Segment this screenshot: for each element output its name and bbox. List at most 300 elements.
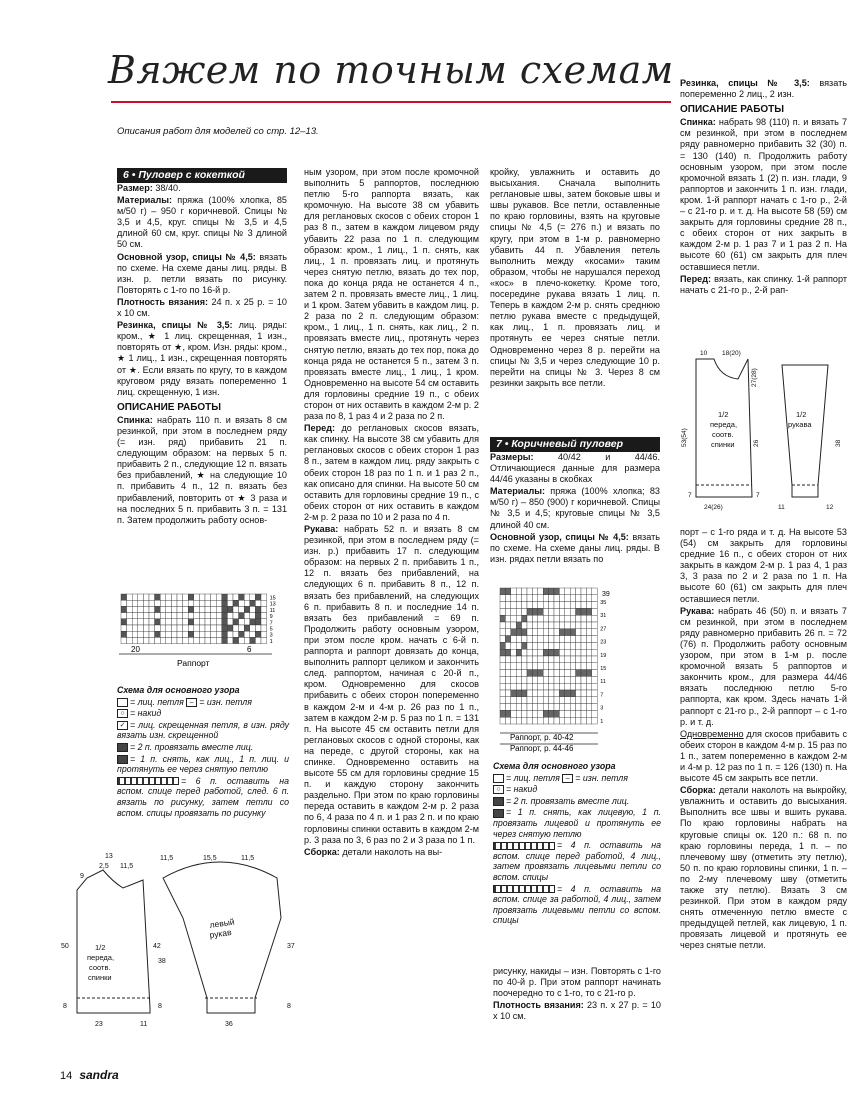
chart-cell — [505, 588, 510, 595]
m7-legend-row: ○ = накид — [493, 784, 661, 795]
chart-cell — [505, 656, 510, 663]
chart-cell — [516, 622, 521, 629]
chart-cell — [522, 622, 527, 629]
chart-cell — [516, 697, 521, 704]
m7-sleeve-shape — [782, 365, 828, 497]
chart-cell — [559, 697, 564, 704]
chart-cell — [138, 600, 144, 606]
m7-pattern: вязать по схеме. На схеме даны лиц. ряды. В изн. рядах петли вязать по — [490, 531, 660, 564]
chart-cell — [155, 637, 161, 643]
chart-cell — [143, 631, 149, 637]
chart-cell — [205, 619, 211, 625]
m6-size-label: Размер: — [117, 183, 153, 193]
m7-col4-bottom: порт – с 1-го ряда и т. д. На высоте 53 (54) см закрыть для горловины средние 16 п., с обеих сторон от них закрыть в каждом 2-м р. 1 раз 4, 1 раз 3, 3 раза по 2 и 2 раза по 1 п. На высоте 60 (61) см закрыть для плеч оставшиеся петли. — [680, 527, 847, 604]
chart-cell — [576, 663, 581, 670]
chart-cell — [527, 697, 532, 704]
chart-cell — [592, 588, 597, 595]
chart-cell — [565, 642, 570, 649]
chart-cell — [244, 625, 250, 631]
chart-cell — [586, 622, 591, 629]
chart-cell — [166, 613, 172, 619]
chart-cell — [183, 637, 189, 643]
chart-cell — [570, 697, 575, 704]
chart-cell — [199, 619, 205, 625]
chart-cell — [194, 613, 200, 619]
chart-cell — [261, 631, 267, 637]
chart-cell — [576, 670, 581, 677]
dim: 7 — [688, 492, 692, 499]
chart-cell — [244, 600, 250, 606]
chart-cell — [239, 606, 245, 612]
m7-work-header: ОПИСАНИЕ РАБОТЫ — [680, 104, 785, 116]
chart-cell — [543, 649, 548, 656]
m6-legend-row: = 2 п. провязать вместе лиц. — [117, 742, 289, 753]
chart-cell — [538, 704, 543, 711]
m6-schematic-svg — [55, 848, 300, 1038]
chart-cell — [565, 622, 570, 629]
chart-cell — [149, 613, 155, 619]
chart-row-number: 27 — [600, 626, 607, 633]
chart-cell — [199, 625, 205, 631]
m7-col3-bottom: рисунку, накиды – изн. Повторять с 1-го по 40-й р. При этом раппорт начинать поочередно то с 1-го, то с 21-го р. — [493, 966, 661, 999]
chart-cell — [143, 613, 149, 619]
m7-chart-top-num: 39 — [602, 591, 610, 598]
chart-cell — [549, 629, 554, 636]
chart-cell — [211, 625, 217, 631]
chart-cell — [516, 602, 521, 609]
chart-cell — [211, 631, 217, 637]
chart-cell — [559, 656, 564, 663]
chart-cell — [570, 690, 575, 697]
chart-cell — [166, 600, 172, 606]
dim: 53(54) — [681, 428, 688, 447]
chart-cell — [565, 710, 570, 717]
chart-cell — [233, 613, 239, 619]
chart-cell — [570, 656, 575, 663]
chart-cell — [581, 622, 586, 629]
chart-cell — [143, 600, 149, 606]
chart-cell — [527, 704, 532, 711]
m7-legend-row: = 4 п. оставить на вспом. спице за работой, 4 лиц., затем провязать лицевыми петли со вспом. спицы — [493, 883, 661, 926]
m6-front: до реглановых скосов вязать, как спинку. На высоте 38 см убавить для реглановых скосов с обеих сторон 1 раз 8 п., затем в каждом лиц. ряду закрыть с обеих сторон 18 раз по 1 п. и 1 раз 2 п., как описано для спинки. На высоте 50 см оставить для горловины средние 19 п., с обеих сторон от них оставить в каждом 2-м р. 2 раза по 10 и 2 раза по 4 п. — [304, 423, 479, 522]
chart-cell — [199, 637, 205, 643]
chart-cell — [538, 595, 543, 602]
chart-cell — [505, 676, 510, 683]
chart-cell — [166, 637, 172, 643]
chart-cell — [227, 594, 233, 600]
chart-cell — [527, 602, 532, 609]
chart-cell — [188, 637, 194, 643]
chart-cell — [199, 606, 205, 612]
chart-cell — [586, 670, 591, 677]
chart-cell — [132, 600, 138, 606]
chart-cell — [211, 619, 217, 625]
chart-cell — [565, 629, 570, 636]
chart-cell — [581, 690, 586, 697]
chart-cell — [132, 625, 138, 631]
m6-chart-row-numbers — [270, 596, 276, 645]
chart-cell — [565, 588, 570, 595]
chart-cell — [216, 619, 222, 625]
chart-cell — [222, 637, 228, 643]
chart-cell — [505, 602, 510, 609]
chart-cell — [516, 663, 521, 670]
chart-cell — [527, 670, 532, 677]
chart-cell — [199, 631, 205, 637]
chart-cell — [565, 595, 570, 602]
chart-cell — [538, 649, 543, 656]
chart-cell — [500, 636, 505, 643]
chart-cell — [559, 676, 564, 683]
column-4 — [680, 78, 847, 297]
dim: 10 — [700, 350, 708, 357]
chart-cell — [576, 649, 581, 656]
chart-cell — [250, 600, 256, 606]
chart-cell — [255, 625, 261, 631]
chart-cell — [570, 649, 575, 656]
chart-cell — [177, 631, 183, 637]
chart-cell — [554, 697, 559, 704]
chart-cell — [233, 606, 239, 612]
chart-cell — [166, 594, 172, 600]
chart-cell — [500, 690, 505, 697]
chart-cell — [511, 676, 516, 683]
chart-cell — [543, 608, 548, 615]
page-title: Вяжем по точным схемам — [108, 48, 674, 92]
chart-cell — [527, 642, 532, 649]
chart-cell — [543, 717, 548, 724]
column-3 — [490, 167, 660, 390]
chart-cell — [554, 704, 559, 711]
dim: 7 — [756, 492, 760, 499]
chart-cell — [581, 649, 586, 656]
m7-chart-row-numbers — [600, 600, 606, 725]
chart-cell — [149, 637, 155, 643]
chart-cell — [227, 631, 233, 637]
m6-materials: пряжа (100% хлопка, 85 м/50 г) – 950 г коричневой. Спицы № 3,5 и 4,5, круг. спицы № 3,5 и 4,5 длиной 60 см, круг. спицы № 3 длиной 50 см. — [117, 195, 287, 250]
chart-cell — [570, 595, 575, 602]
chart-cell — [549, 676, 554, 683]
chart-cell — [160, 625, 166, 631]
dim: 15,5 — [203, 855, 217, 862]
chart-cell — [532, 710, 537, 717]
chart-cell — [527, 629, 532, 636]
ssk-icon — [117, 755, 128, 764]
chart-cell — [250, 631, 256, 637]
cable-back-icon — [493, 885, 555, 893]
chart-cell — [565, 697, 570, 704]
chart-cell — [538, 588, 543, 595]
chart-cell — [527, 683, 532, 690]
chart-cell — [227, 637, 233, 643]
chart-cell — [576, 588, 581, 595]
chart-cell — [500, 717, 505, 724]
chart-cell — [565, 615, 570, 622]
chart-row-number: 31 — [600, 613, 607, 620]
dim: 11,5 — [160, 855, 174, 862]
chart-cell — [576, 608, 581, 615]
dim: 27(28) — [751, 368, 758, 387]
chart-cell — [500, 663, 505, 670]
chart-cell — [149, 600, 155, 606]
chart-cell — [177, 606, 183, 612]
chart-cell — [194, 606, 200, 612]
chart-cell — [586, 683, 591, 690]
m6-back-label: Спинка: — [117, 414, 153, 425]
chart-cell — [233, 619, 239, 625]
chart-cell — [121, 637, 127, 643]
chart-row-number: 5 — [269, 626, 273, 633]
chart-cell — [522, 588, 527, 595]
chart-cell — [511, 717, 516, 724]
chart-cell — [500, 608, 505, 615]
chart-cell — [211, 594, 217, 600]
chart-cell — [527, 615, 532, 622]
column-2 — [304, 167, 479, 859]
dim: 8 — [287, 1003, 291, 1010]
chart-cell — [559, 663, 564, 670]
chart-cell — [194, 619, 200, 625]
m7-sleeve-label-2: рукава — [788, 420, 812, 429]
chart-cell — [171, 625, 177, 631]
chart-cell — [500, 588, 505, 595]
chart-cell — [522, 670, 527, 677]
chart-cell — [554, 629, 559, 636]
m7-chart-svg — [494, 586, 624, 756]
chart-cell — [216, 613, 222, 619]
chart-cell — [250, 606, 256, 612]
chart-cell — [516, 642, 521, 649]
chart-cell — [511, 690, 516, 697]
chart-cell — [199, 600, 205, 606]
chart-cell — [505, 717, 510, 724]
chart-cell — [570, 704, 575, 711]
chart-cell — [592, 697, 597, 704]
chart-cell — [516, 588, 521, 595]
chart-cell — [155, 619, 161, 625]
chart-cell — [549, 636, 554, 643]
chart-cell — [586, 602, 591, 609]
chart-cell — [505, 629, 510, 636]
m7-front-label: Перед: — [680, 273, 712, 284]
chart-cell — [549, 670, 554, 677]
chart-cell — [216, 594, 222, 600]
chart-cell — [554, 642, 559, 649]
chart-cell — [592, 710, 597, 717]
chart-cell — [527, 622, 532, 629]
chart-row-number: 7 — [269, 620, 273, 627]
chart-cell — [505, 649, 510, 656]
chart-cell — [532, 622, 537, 629]
chart-cell — [261, 613, 267, 619]
chart-cell — [543, 676, 548, 683]
chart-cell — [559, 588, 564, 595]
chart-cell — [500, 670, 505, 677]
dim: 11,5 — [120, 863, 134, 870]
chart-cell — [127, 637, 133, 643]
chart-cell — [592, 663, 597, 670]
chart-cell — [581, 656, 586, 663]
m7-density: 23 п. x 27 р. = 10 x 10 см. — [493, 1000, 661, 1022]
chart-cell — [559, 717, 564, 724]
chart-row-number: 19 — [600, 652, 607, 659]
chart-cell — [222, 606, 228, 612]
chart-cell — [160, 631, 166, 637]
m6-legend-row: = 1 п. снять, как лиц., 1 п. лиц. и протянуть ее через снятую петлю — [117, 753, 289, 775]
footer — [60, 1068, 119, 1082]
chart-cell — [227, 619, 233, 625]
chart-cell — [576, 615, 581, 622]
chart-cell — [554, 670, 559, 677]
m7-materials: пряжа (100% хлопка; 83 м/50 г) – 850 (900) г коричневой. Спицы № 3,5 и 4,5; круговые спицы № 3,5 длиной 40 см. — [490, 486, 660, 530]
m7-legend-row: = 2 п. провязать вместе лиц. — [493, 796, 661, 807]
chart-cell — [255, 631, 261, 637]
chart-cell — [143, 637, 149, 643]
m7-sizes: 40/42 и 44/46. Отличающиеся данные для размера 44/46 указаны в скобках — [490, 452, 660, 485]
column-1 — [117, 168, 287, 527]
chart-cell — [160, 600, 166, 606]
m7-assembly: детали наколоть на выкройку, увлажнить и оставить до высыхания. Выполнить все швы и вшить рукава. По краю горловины набрать на круговые спицы ок. 120 п.: 68 п. по краю горловины переда, 1 п. – по плечевому шву (отметить эту петлю), 50 п. по краю горловины спинки, 1 п. – по 2-му плечевому шву (отметить также эту петлю). Вязать 3 см резинкой. При этом в каждом ряду снять отмеченную петлю вместе с предыдущей петлей, как лицевую, 1 п. провязать лицевой и протянуть ее через снятые петли. — [680, 785, 847, 951]
chart-cell — [505, 710, 510, 717]
chart-cell — [522, 649, 527, 656]
chart-cell — [554, 588, 559, 595]
chart-row-number: 9 — [269, 614, 273, 621]
m6-chart-num-right: 6 — [247, 645, 252, 654]
chart-cell — [511, 649, 516, 656]
chart-cell — [194, 594, 200, 600]
m7-sleeve-label-1: 1/2 — [796, 410, 807, 419]
chart-cell — [227, 625, 233, 631]
chart-cell — [532, 697, 537, 704]
chart-cell — [166, 606, 172, 612]
chart-cell — [522, 690, 527, 697]
chart-cell — [532, 717, 537, 724]
chart-cell — [188, 600, 194, 606]
chart-row-number: 23 — [600, 639, 607, 646]
chart-cell — [581, 595, 586, 602]
chart-cell — [522, 676, 527, 683]
chart-cell — [522, 697, 527, 704]
m6-legend-row: = лиц. петля – = изн. петля — [117, 697, 289, 708]
chart-cell — [199, 613, 205, 619]
chart-cell — [570, 642, 575, 649]
chart-cell — [522, 717, 527, 724]
chart-cell — [149, 594, 155, 600]
chart-cell — [183, 631, 189, 637]
chart-cell — [227, 613, 233, 619]
chart-cell — [127, 600, 133, 606]
chart-cell — [132, 631, 138, 637]
chart-cell — [188, 631, 194, 637]
chart-cell — [183, 606, 189, 612]
chart-cell — [171, 619, 177, 625]
chart-cell — [160, 606, 166, 612]
chart-cell — [205, 631, 211, 637]
chart-cell — [188, 613, 194, 619]
chart-cell — [121, 631, 127, 637]
chart-cell — [121, 619, 127, 625]
chart-cell — [155, 594, 161, 600]
chart-cell — [171, 631, 177, 637]
chart-cell — [538, 697, 543, 704]
chart-cell — [121, 606, 127, 612]
chart-cell — [586, 595, 591, 602]
m6-sleeves: набрать 52 п. и вязать 8 см резинкой, при этом в последнем ряду (= изн. р.) прибавить 17 п. следующим образом: на первых 2 п. прибавить 1 п., 12 п. вязать без прибавлений, на следующих 6 п. прибавить 8 п., 12 п. вязать без прибавлений, на следующих 6 п. прибавить 8 п. и последние 14 п. вязать без прибавлений = 69 п. Продолжить работу основным узором, при этом после кром. начать с 6-й п. раппорта и раппорт довязать до конца, выполнить раппорт целиком и закончить след. раппортом, начиная с 20-й п., кром. Одновременно для скосов прибавить с обеих сторон попеременно в каждом 2-м и 4-м р. 26 раз по 1 п., затем в каждом 2-м р. 5 раз по 1 п. = 131 п. На высоте 45 см оставить петли для реглановых скосов с одной стороны, как на переде, с другой стороны, как на спинке. Одновременно оставить на высоте 55 см для горловины средние 15 п. и каждую сторону закончить раздельно. При этом по краю горловины переда оставить в каждом 2-м р. 2 раза по 6, 4 раза по 4 п. и 1 раз 2 п. и по краю горловины спинки оставить в каждом 2-м р. 3 раза по 3, 6 раз по 2 и 3 раза по 1 п. — [304, 524, 479, 845]
chart-cell — [581, 608, 586, 615]
chart-cell — [565, 656, 570, 663]
chart-cell — [592, 656, 597, 663]
knit-icon — [493, 774, 504, 783]
dim: 2,5 — [99, 863, 109, 870]
chart-cell — [121, 594, 127, 600]
m7-rib: вязать попеременно 2 лиц., 2 изн. — [680, 78, 847, 100]
chart-cell — [576, 710, 581, 717]
model7-block — [490, 437, 660, 566]
chart-cell — [194, 600, 200, 606]
m6-sleeves-label: Рукава: — [304, 524, 339, 534]
chart-row-number: 1 — [269, 638, 273, 645]
chart-cell — [581, 717, 586, 724]
chart-cell — [511, 704, 516, 711]
chart-cell — [244, 594, 250, 600]
chart-cell — [586, 690, 591, 697]
chart-cell — [559, 602, 564, 609]
chart-cell — [505, 608, 510, 615]
chart-cell — [516, 704, 521, 711]
chart-cell — [171, 594, 177, 600]
chart-cell — [543, 710, 548, 717]
chart-cell — [160, 613, 166, 619]
chart-cell — [586, 676, 591, 683]
chart-cell — [149, 631, 155, 637]
chart-cell — [586, 615, 591, 622]
m6-legend-title: Схема для основного узора — [117, 685, 240, 695]
m6-sleeve-label-1: левый — [208, 916, 236, 930]
chart-cell — [554, 690, 559, 697]
chart-cell — [505, 595, 510, 602]
chart-cell — [532, 615, 537, 622]
chart-cell — [121, 600, 127, 606]
chart-cell — [171, 637, 177, 643]
chart-cell — [188, 606, 194, 612]
chart-cell — [586, 636, 591, 643]
chart-cell — [511, 670, 516, 677]
m6-front-label-4: спинки — [88, 973, 112, 982]
dim: 37 — [287, 943, 295, 950]
chart-cell — [177, 625, 183, 631]
chart-cell — [570, 710, 575, 717]
m7-schematic-labels — [710, 410, 812, 449]
chart-cell — [239, 631, 245, 637]
chart-cell — [505, 704, 510, 711]
chart-cell — [565, 608, 570, 615]
chart-cell — [244, 631, 250, 637]
chart-cell — [183, 600, 189, 606]
chart-cell — [565, 690, 570, 697]
m7-rib-label: Резинка, спицы № 3,5: — [680, 78, 810, 88]
chart-cell — [576, 683, 581, 690]
chart-cell — [527, 663, 532, 670]
chart-cell — [505, 697, 510, 704]
m7-sleeves: набрать 46 (50) п. и вязать 7 см резинкой, при этом в последнем ряду равномерно прибавить 26 п. = 72 (76) п. Продолжить работу основным узором, при этом в 1-м р. после кромочной вязать 5 раппортов и закончить кром., для размера 44/46 вязать последнюю петлю 5-го раппорта, как кром. Здесь начать 1-й раппорт с 21-го р., 2-й раппорт – с 1-го р. и т. д. — [680, 605, 847, 727]
dim: 23 — [95, 1021, 103, 1028]
chart-cell — [538, 710, 543, 717]
chart-cell — [592, 595, 597, 602]
chart-cell — [549, 717, 554, 724]
chart-cell — [592, 670, 597, 677]
k2tog-icon — [493, 797, 504, 806]
chart-cell — [532, 676, 537, 683]
